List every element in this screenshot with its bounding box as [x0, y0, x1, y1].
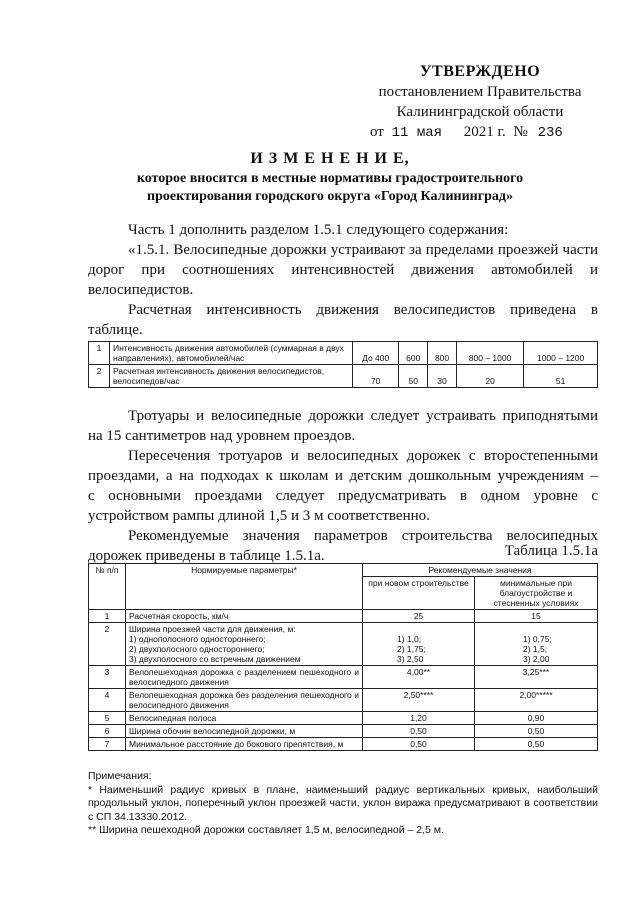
- paragraph-2-line-3: велосипедистов.: [88, 282, 194, 298]
- body-text-main: [88, 406, 598, 566]
- table-cell: 50: [399, 365, 428, 388]
- column-header-recommended: Рекомендуемые значения: [363, 564, 598, 577]
- row-number: 7: [89, 738, 126, 751]
- title-line-2: которое вносится в местные нормативы градостроительного: [136, 171, 524, 186]
- approval-line-region: Калининградской области: [396, 104, 564, 120]
- table-row: [89, 610, 598, 623]
- table-cell: 30: [428, 365, 457, 388]
- date-handwritten: 11 мая: [391, 125, 443, 141]
- number-sign: №: [513, 124, 528, 140]
- row-label-main: Ширина проезжей части для движения, м:: [129, 624, 296, 634]
- column-header-number: № п/п: [89, 564, 126, 610]
- row-label: Велосипедная полоса: [126, 712, 363, 725]
- table-row: [89, 689, 598, 712]
- paragraph-3-line-1: Расчетная интенсивность движения велосипедистов приведена в: [128, 302, 598, 318]
- row-number: 2: [89, 623, 126, 666]
- row-label: Расчетная интенсивность движения велосипедистов, велосипедов/час: [110, 365, 353, 388]
- row-number: 1: [89, 342, 110, 365]
- paragraph-5-line-2: проездами, а на подходах к школам и детским дошкольным учреждениям –: [88, 468, 598, 484]
- paragraph-4-line-1: Тротуары и велосипедные дорожки следует устраивать приподнятыми: [128, 408, 598, 424]
- paragraph-2-line-2: дорог при соотношениях интенсивностей движения автомобилей и: [88, 262, 598, 278]
- table-cell: 800: [428, 342, 457, 365]
- approval-line-government: постановлением Правительства: [378, 84, 582, 100]
- value-minimal: 3,25***: [475, 666, 598, 689]
- value-new: 4,00**: [363, 666, 475, 689]
- value-minimal: 15: [475, 610, 598, 623]
- table-row: [89, 365, 598, 388]
- paragraph-6-line-1: Рекомендуемые значения параметров строительства велосипедных: [128, 528, 598, 544]
- table-cell: 800 – 1000: [456, 342, 523, 365]
- row-number: 1: [89, 610, 126, 623]
- table-caption: Таблица 1.5.1а: [504, 543, 598, 559]
- value-line: 3) 2,00: [523, 654, 550, 664]
- row-label: Интенсивность движения автомобилей (суммарная в двух направлениях), автомобилей/час: [110, 342, 353, 365]
- value-new: [363, 623, 475, 666]
- notes-title: Примечания:: [88, 770, 152, 782]
- notes-section: [88, 770, 598, 838]
- table-row: [89, 623, 598, 666]
- column-header-new-construction: при новом строительстве: [363, 577, 475, 610]
- parameters-table: [88, 563, 598, 751]
- table-row: [89, 738, 598, 751]
- value-new: 25: [363, 610, 475, 623]
- paragraph-2-line-1: «1.5.1. Велосипедные дорожки устраивают за пределами проезжей части: [128, 242, 598, 258]
- table-row: [89, 725, 598, 738]
- paragraph-4-line-2: на 15 сантиметров над уровнем проездов.: [88, 428, 356, 444]
- decree-number: 236: [537, 125, 563, 141]
- paragraph-5-line-3: с основными проездами следует предусматривать в одном уровне с: [88, 488, 598, 504]
- value-minimal: 0,50: [475, 738, 598, 751]
- value-line: 1) 0,75;: [523, 634, 552, 644]
- column-header-minimal: минимальные при благоустройстве и стесненных условиях: [475, 577, 598, 610]
- paragraph-1: Часть 1 дополнить разделом 1.5.1 следующего содержания:: [128, 222, 509, 238]
- value-minimal: 0,90: [475, 712, 598, 725]
- note-2: ** Ширина пешеходной дорожки составляет 1,5 м, велосипедной – 2,5 м.: [88, 824, 444, 836]
- table-cell: 600: [399, 342, 428, 365]
- value-minimal: [475, 623, 598, 666]
- row-label: Ширина обочин велосипедной дорожки, м: [126, 725, 363, 738]
- table-header-row: [89, 564, 598, 577]
- date-prefix: от: [370, 124, 384, 140]
- table-cell: До 400: [353, 342, 399, 365]
- row-number: 2: [89, 365, 110, 388]
- value-minimal: 0,50: [475, 725, 598, 738]
- table-cell: 70: [353, 365, 399, 388]
- table-cell: 20: [456, 365, 523, 388]
- row-label: Минимальное расстояние до бокового препятствия, м: [126, 738, 363, 751]
- row-sublabel: 2) двухполосного одностороннего;: [129, 644, 265, 654]
- approval-block: [350, 62, 610, 143]
- row-sublabel: 3) двухполосного со встречным движением: [129, 654, 301, 664]
- value-minimal: 2,00*****: [475, 689, 598, 712]
- value-new: 0,50: [363, 725, 475, 738]
- value-new: 0,50: [363, 738, 475, 751]
- table-cell: 51: [524, 365, 598, 388]
- row-number: 5: [89, 712, 126, 725]
- paragraph-5-line-4: устройством рампы длиной 1,5 и 3 м соответственно.: [88, 508, 430, 524]
- approval-date-line: [350, 122, 610, 143]
- row-number: 4: [89, 689, 126, 712]
- table-row: [89, 666, 598, 689]
- row-label: Велопешеходная дорожка с разделением пешеходного и велосипедного движения: [126, 666, 363, 689]
- body-text-intro: [88, 220, 598, 340]
- value-new: 2,50****: [363, 689, 475, 712]
- row-number: 6: [89, 725, 126, 738]
- intensity-table: [88, 341, 598, 388]
- value-new: 1,20: [363, 712, 475, 725]
- value-line: 2) 1,75;: [397, 644, 426, 654]
- value-line: 2) 1,5;: [523, 644, 548, 654]
- document-title: И З М Е Н Е Н И Е,: [250, 150, 410, 167]
- paragraph-6-line-2: дорожек приведены в таблице 1.5.1а.: [88, 548, 325, 564]
- title-line-3: проектирования городского округа «Город Калининград»: [147, 189, 513, 204]
- table-cell: 1000 – 1200: [524, 342, 598, 365]
- row-label: [126, 623, 363, 666]
- value-line: 3) 2,50: [397, 654, 424, 664]
- row-sublabel: 1) однополосного одностороннего;: [129, 634, 266, 644]
- approval-title: УТВЕРЖДЕНО: [419, 63, 541, 80]
- row-label: Велопешеходная дорожка без разделения пешеходного и велосипедного движения: [126, 689, 363, 712]
- table-row: [89, 712, 598, 725]
- value-line: 1) 1,0;: [397, 634, 422, 644]
- column-header-parameters: Нормируемые параметры*: [126, 564, 363, 610]
- note-1: * Наименьший радиус кривых в плане, наименьший радиус вертикальных кривых, наибольший продольный уклон, поперечный уклон проезжей части, уклон виража предусматривают в соответствии с СП 34.13330.2012.: [88, 783, 598, 823]
- paragraph-5-line-1: Пересечения тротуаров и велосипедных дорожек с второстепенными: [128, 448, 598, 464]
- date-year: 2021 г.: [463, 124, 506, 140]
- paragraph-3-line-2: таблице.: [88, 322, 143, 338]
- table-row: [89, 342, 598, 365]
- row-label: Расчетная скорость, км/ч: [126, 610, 363, 623]
- row-number: 3: [89, 666, 126, 689]
